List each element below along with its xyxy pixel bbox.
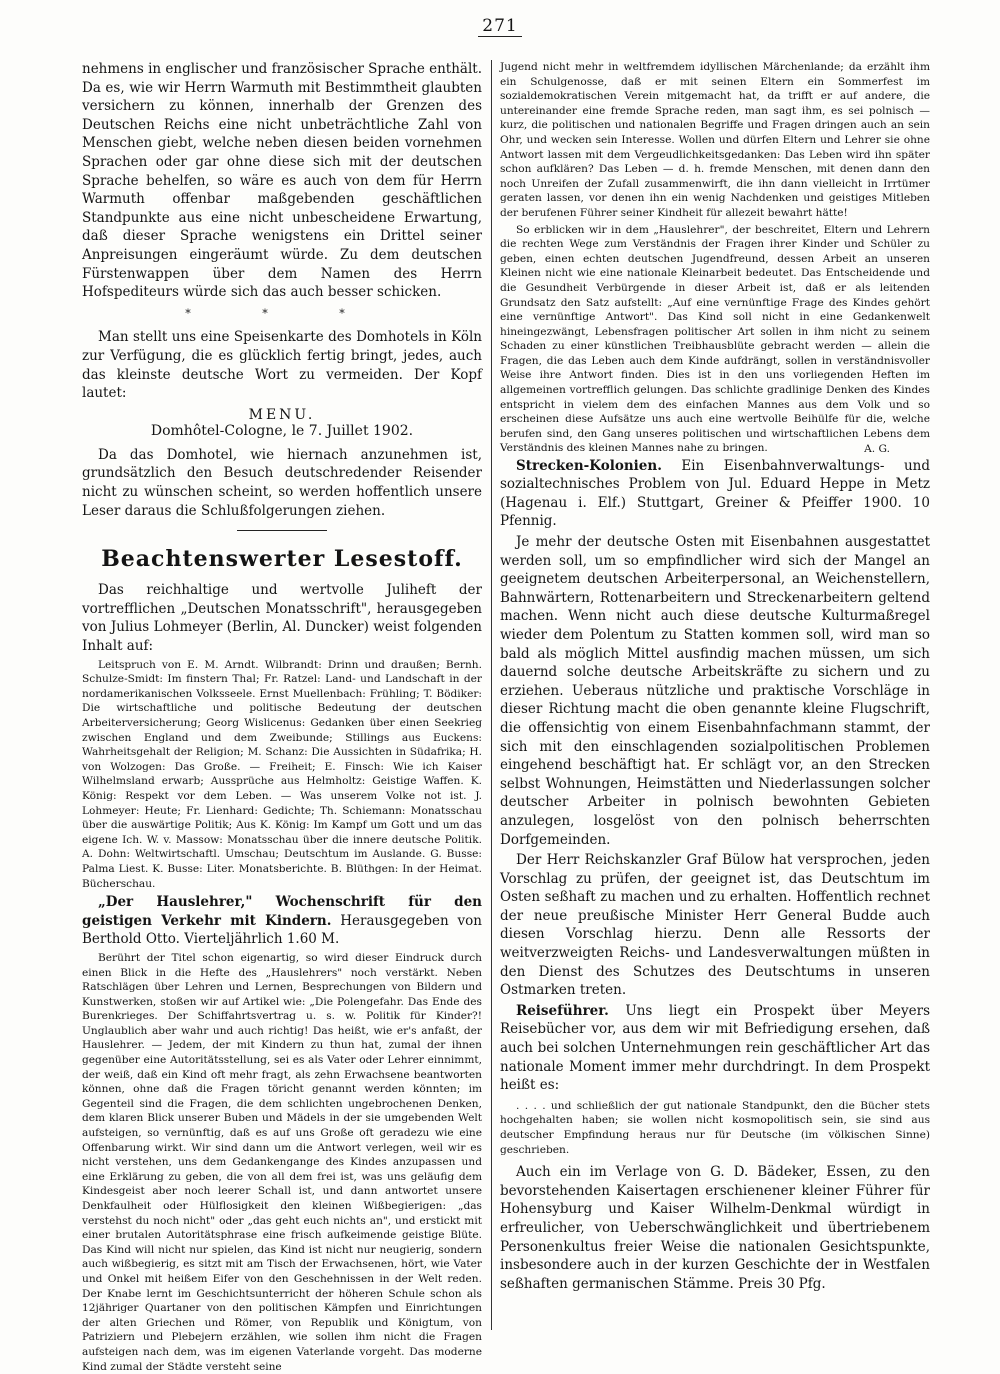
paragraph-strecken-review: Je mehr der deutsche Osten mit Eisenbahnen ausgestattet werden soll, um so empfindlicher wird sich der Mangel an geeignetem deutschen Arbeiterpersonal, an Weichenstellern, Bahnwärtern, Rottenarbeitern und Streckenarbeitern geltend machen. Wenn nicht auch diese deutsche Kulturmaßregel wieder dem Polentum zu Statten kommen soll, wird man so bald als möglich Mittel ausfindig machen müssen, um sich dauernd solche deutsche Arbeitskräfte zu sichern und zu erziehen. Ueberaus nützliche und praktische Vorschläge in dieser Richtung macht die oben genannte kleine Flugschrift, die offensichtig von einem Eisenbahnfachmann stammt, der sich mit den einschlagenden sozialpolitischen Problemen eingehend beschäftigt hat. Er schlägt vor, an den Strecken selbst Wohnungen, Heimstätten und Niederlassungen solcher deutscher Arbeiter in polnisch bewohnten Gebieten anzulegen, losgelöst von den polnisch beherrschten Dorfgemeinden. <box>500 534 930 848</box>
paragraph-baedeker: Auch ein im Verlage von G. D. Bädeker, Essen, zu den bevorstehenden Kaisertagen erschienener kleiner Führer für Hohensyburg und Kaiser Wilhelm-Denkmal würdigt in erfreulicher, von Ueberschwänglichkeit und übertriebenem Personenkultus freier Weise die nationalen Gesichtspunkte, insbesondere auch in der kurzen Geschichte der in Westfalen seßhaften germanischen Stämme. Preis 30 Pfg. <box>500 1164 930 1292</box>
strecken-lead: Strecken-Kolonien. <box>516 457 662 474</box>
section-rule <box>237 530 327 531</box>
paragraph-conclusion: Da das Domhotel, wie hiernach anzunehmen ist, grundsätzlich den Besuch deutschredender Reisender nicht zu wünschen scheint, so werden hoffentlich unsere Leser daraus die Schlußfolgerungen ziehen. <box>82 446 482 519</box>
menu-title: MENU. <box>248 406 316 423</box>
paragraph-buelow: Der Herr Reichskanzler Graf Bülow hat versprochen, jeden Vorschlag zu prüfen, der geeignet ist, das Deutschtum im Osten seßhaft zu machen und zu erhalten. Hoffentlich rechnet der neue preußische Minister Herr General Budde auch diesen Vorschlag hierzu. Denn alle Ressorts der weitverzweigten Reichs- und Landesverwaltungen müßten in den Dienst des Schutzes des Deutschtums in unseren Ostmarken treten. <box>500 852 930 999</box>
prospekt-quote: . . . . und schließlich der gut nationale Standpunkt, den die Bücher stets hochgehalten haben; sie wollen nicht kosmopolitisch sein, sie sind aus deutscher Empfindung heraus nur für Deutsche (im völkischen Sinne) geschrieben. <box>500 1099 930 1156</box>
paragraph-hauslehrer-continued: Jugend nicht mehr in weltfremdem idyllischen Märchenlande; da erzählt ihm ein Schulgenosse, daß er mit seinen Eltern ein Sommerfest im sozialdemokratischen Verein mitgemacht hat, da trifft er auf andere, die untereinander eine fremde Sprache reden, man sagt ihm, es sei polnisch — kurz, die politischen und nationalen Begriffe und Fragen dringen auch an sein Ohr, und wecken sein Interesse. Wollen und dürfen Eltern und Lehrer sie ohne Antwort lassen mit dem Vergeudlichkeitsgedanken: Das Leben wird ihn später schon aufklären? Das Leben — d. h. fremde Menschen, mit denen dann den noch Unreifen der Zufall zusammenwirft, die ihn dann vielleicht in Irrtümer geraten lassen, vor denen ihn ein wenig Nachdenken und geistiges Mitleben der berufenen Führer seiner Kindheit für allezeit bewahrt hätte! <box>500 61 930 219</box>
author-signature: A. G. <box>864 443 890 456</box>
hauslehrer-publisher: Herausgegeben von Berthold Otto. Vierteljährlich 1.60 M. <box>82 912 482 948</box>
paragraph-hauslehrer-title <box>82 893 482 949</box>
column-divider <box>491 60 492 1330</box>
strecken-publisher: Ein Eisenbahnverwaltungs- und sozialtechnisches Problem von Jul. Eduard Heppe in Metz (Hagenau i. Elf.) Stuttgart, Greiner & Pfeiffer 1900. 10 Pfennig. <box>500 457 930 530</box>
section-divider-stars: * * * <box>185 306 379 320</box>
contents-list: Leitspruch von E. M. Arndt. Wilbrandt: Drinn und draußen; Bernh. Schulze-Smidt: Im finstern Thal; Fr. Ratzel: Land- und Landschaft in der nordamerikanischen Volksseele. Ernst Muellenbach: Frühling; T. Bödiker: Die wirtschaftliche und politische Bedeutung der deutschen Arbeiterversicherung; Georg Wislicenus: Gedanken über einen Seekrieg zwischen England und dem Zweibunde; Stillings aus Euckens: Wahrheitsgehalt der Religion; M. Schanz: Die Aussichten in Südafrika; H. von Wolzogen: Das Große. — Freiheit; E. Finsch: Wie ich Kaiser Wilhelmsland erwarb; Aussprüche aus Helmholtz: Geistige Waffen. K. König: Respekt vor dem Leben. — Was unserem Volke not ist. J. Lohmeyer: Heute; Fr. Lienhard: Gedichte; Th. Schiemann: Monatsschau über die auswärtige Politik; Aus K. König: Im Kampf um Gott und um das eigene Ich. W. v. Massow: Monatsschau über die innere deutsche Politik. A. Dohn: Weltwirtschaftl. Umschau; Deutschtum im Auslande. G. Busse: Palma Liest. K. Busse: Liter. Monatsberichte. B. Blüthgen: In der Heimat. Bücherschau. <box>82 658 482 890</box>
paragraph-hauslehrer-review: Berührt der Titel schon eigenartig, so wird dieser Eindruck durch einen Blick in die Hefte des „Hauslehrers" noch verstärkt. Neben Ratschlägen über Lehren und Lernen, Besprechungen von Bildern und Kunstwerken, stoßen wir auf Artikel wie: „Die Polengefahr. Das Ende des Burenkrieges. Der Schiffahrtsvertrag u. s. w. Politik für Kinder?! Unglaublich aber wahr und auch richtig! Das heißt, wie er's anfaßt, der Hauslehrer. — Jedem, der mit Kindern zu thun hat, zumal der ihnen gegenüber eine Autoritätsstellung, sei es als Vater oder Lehrer einnimmt, der weiß, daß ein Kind oft mehr fragt, als zehn Erwachsene beantworten können, ohne daß die Fragen töricht genannt werden könnten; im Gegenteil sind die Fragen, die dem schlichten ungebrochenen Denken, dem klaren Blick unserer Buben und Mädels in der sie umgebenden Welt aufsteigen, so vernünftig, daß es auf uns Große oft geradezu wie eine Offenbarung wirkt. Wir sind dann um die Antwort verlegen, weil wir es nicht verstehen, uns dem Gedankengange des Kindes anzupassen und eine Erklärung zu geben, die von all dem frei ist, was uns geläufig dem Kindesgeist aber noch leerer Schall ist, und dann antwortet unsere Denkfaulheit oder Hülflosigkeit den kleinen Wißbegierigen: „das verstehst du noch nicht" oder „das geht euch nichts an", und erstickt mit einer brutalen Autoritätsphrase eine frisch aufkeimende geistige Blüte. Das Kind will nicht nur spielen, das Kind ist nicht nur neugierig, sondern auch wißbegierig, es sitzt mit am Tisch der Erwachsenen, hört, wie Vater und Onkel mit heißem Eifer von den Geschehnissen in der Welt reden. Der Knabe lernt im Geschichtsunterricht der höheren Schule schon als 12jähriger Quartaner von den politischen Kämpfen und Einrichtungen der alten Griechen und Römer, von Republik und Königtum, von Patriziern und Plebejern erzählen, wie sollen ihm nicht die Fragen aufsteigen nach dem, was im eigenen Vaterlande vorgeht. Das moderne Kind zumal der Städte versteht seine <box>82 951 482 1373</box>
paragraph-hauslehrer-summary: So erblicken wir in dem „Hauslehrer", der beschreitet, Eltern und Lehrern die rechten Wege zum Verständnis der Fragen ihrer Kinder und Schüler zu geben, einen echten deutschen Jugendfreund, dessen Arbeit an unseren Kleinen nicht wie eine nationale Kleinarbeit bedeutet. Das Entscheidende und die Gesundheit Verbürgende in dieser Arbeit ist, daß er als leitenden Grundsatz den Satz aufstellt: „Auf eine vernünftige Frage des Kindes gehört eine vernünftige Antwort". Das Kind soll nicht in eine Gedankenwelt hineingezwängt, Lebensfragen politischer Art sollen in ihm nicht zu seinem Schaden zu einer künstlichen Treibhausblüte gebracht werden — allein die Fragen, die das Leben auch dem Kinde aufdrängt, sollen in verständnisvoller Weise ihre Antwort finden. Dies ist in den uns vorliegenden Heften im allgemeinen vortrefflich gelungen. Das schlichte gradlinige Denken des Kindes entspricht in vielem dem des einfachen Mannes aus dem Volk und so erscheinen diese Aufsätze uns auch eine wertvolle Beihülfe für die, welche berufen sind, den Gang unseres politischen und wirtschaftlichen Lebens dem Verständnis des kleinen Mannes nahe zu bringen. <box>500 223 930 455</box>
reisefuehrer-text: Uns liegt ein Prospekt über Meyers Reisebücher vor, aus dem wir mit Befriedigung ersehen, daß auch bei solchen Unternehmungen rein geschäftlicher Art das nationale Moment immer mehr durchdringt. In dem Prospekt heißt es: <box>500 1002 930 1094</box>
page-number: 271 <box>0 16 1000 36</box>
paragraph-reisefuehrer <box>500 1002 930 1095</box>
left-column <box>82 60 482 1373</box>
paragraph-strecken-title <box>500 457 930 531</box>
reisefuehrer-lead: Reiseführer. <box>516 1002 609 1019</box>
right-column <box>500 60 930 1330</box>
menu-header-line: Domhôtel-Cologne, le 7. Juillet 1902. <box>150 423 414 440</box>
section-title: Beachtenswerter Lesestoff. <box>101 546 463 573</box>
hauslehrer-lead: „Der Hauslehrer," Wochenschrift für den geistigen Verkehr mit Kindern. <box>82 894 482 929</box>
paragraph-monatsschrift: Das reichhaltige und wertvolle Juliheft der vortrefflichen „Deutschen Monatsschrift", herausgegeben von Julius Lohmeyer (Berlin, Al. Duncker) weist folgenden Inhalt auf: <box>82 582 482 655</box>
paragraph-domhotel: Man stellt uns eine Speisenkarte des Domhotels in Köln zur Verfügung, die es glücklich fertig bringt, jedes, auch das kleinste deutsche Wort zu vermeiden. Der Kopf lautet: <box>82 329 482 402</box>
paragraph-warmuth: nehmens in englischer und französischer Sprache enthält. Da es, wie wir Herrn Warmuth mit Bestimmtheit glaubten versichern zu können, innerhalb der Grenzen des Deutschen Reichs eine nicht unbeträchtliche Zahl von Menschen giebt, welche neben diesen beiden vornehmen Sprachen oder gar ohne diese sich mit der deutschen Sprache behelfen, so wäre es auch von dem für Herrn Warmuth offenbar maßgebenden geschäftlichen Standpunkte aus eine nicht unbescheidene Erwartung, daß dieser Sprache wenigstens ein Drittel seiner Anpreisungen eingeräumt würde. Zu dem deutschen Fürstenwappen über dem Namen des Herrn Hofspediteurs würde sich das auch besser schicken. <box>82 61 482 301</box>
